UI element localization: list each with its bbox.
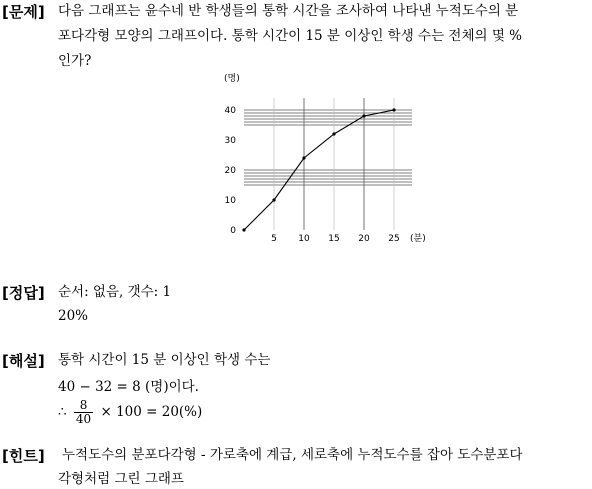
x-tick-label: 25: [388, 234, 400, 244]
x-tick-label: 5: [271, 234, 277, 244]
answer-value: 20%: [58, 308, 89, 324]
data-point: [392, 108, 395, 111]
answer-line-1: 순서: 없음, 갯수: 1: [58, 284, 172, 300]
solution-tag: [해설]: [2, 352, 45, 370]
fraction: [74, 399, 93, 426]
y-tick-label: 0: [230, 226, 236, 236]
y-tick-label: 20: [224, 166, 236, 176]
data-point: [362, 114, 365, 117]
data-point: [332, 132, 335, 135]
hint-tag: [힌트]: [2, 447, 45, 465]
solution-line-1: 통학 시간이 15 분 이상인 학생 수는: [58, 352, 271, 368]
data-point: [302, 156, 305, 159]
problem-line-1: 다음 그래프는 윤수네 반 학생들의 통학 시간을 조사하여 나타낸 누적도수의 분: [58, 3, 519, 19]
solution-line-3: [58, 398, 202, 426]
y-axis-label: (명): [224, 74, 240, 84]
fraction-denominator: 40: [75, 412, 92, 426]
problem-line-3: 인가?: [58, 53, 92, 69]
problem-line-2: 포다각형 모양의 그래프이다. 통학 시간이 15 분 이상인 학생 수는 전체의 몇 %: [58, 28, 522, 44]
solution-line-2: 40 − 32 = 8 (명)이다.: [58, 379, 199, 395]
y-tick-label: 10: [224, 196, 236, 206]
data-point: [272, 198, 275, 201]
hint-line-1: 누적도수의 분포다각형 - 가로축에 계급, 세로축에 누적도수를 잡아 도수분포다: [62, 447, 523, 463]
chart-grid: [244, 98, 412, 230]
therefore-symbol: ∴: [58, 404, 67, 420]
answer-tag: [정답]: [2, 284, 45, 302]
x-axis-label: (분): [410, 234, 426, 244]
y-tick-label: 40: [224, 106, 236, 116]
x-tick-label: 20: [358, 234, 370, 244]
x-tick-label: 15: [328, 234, 340, 244]
fraction-numerator: 8: [74, 399, 93, 413]
solution-tail: × 100 = 20(%): [100, 404, 203, 420]
cumulative-frequency-chart: [222, 70, 438, 248]
x-tick-label: 10: [298, 234, 310, 244]
y-tick-label: 30: [224, 136, 236, 146]
problem-tag: [문제]: [2, 3, 45, 21]
data-point: [242, 228, 245, 231]
hint-line-2: 각형처럼 그린 그래프: [58, 471, 184, 487]
